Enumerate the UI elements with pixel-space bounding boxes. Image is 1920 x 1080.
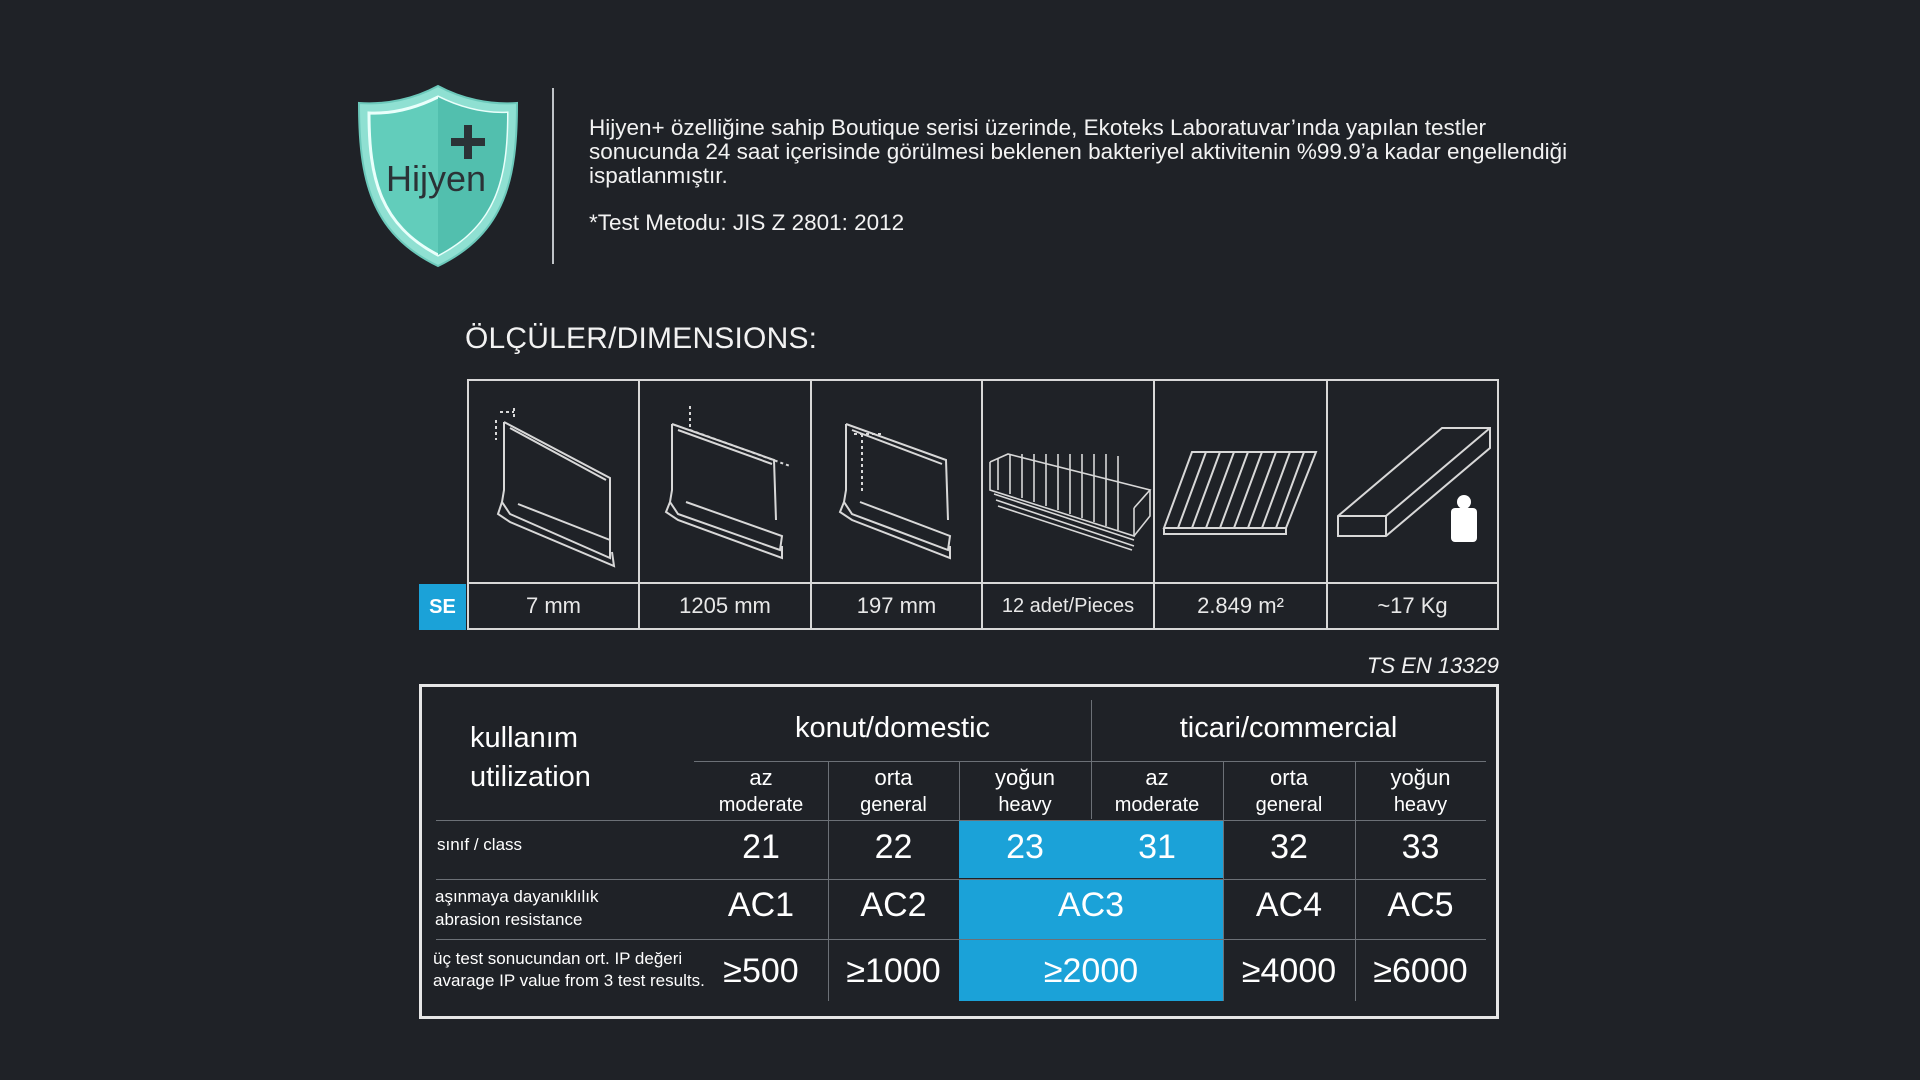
width-value: 197 mm	[856, 593, 937, 618]
level-tr: az	[749, 765, 773, 790]
row-rule	[436, 939, 1486, 940]
class-value: 23	[1006, 828, 1044, 866]
header-rule	[694, 761, 1486, 762]
level-en: moderate	[718, 794, 804, 816]
panel-length-icon	[652, 390, 802, 580]
hygiene-badge-text: Hijyen	[385, 158, 487, 199]
level-tr: orta	[1270, 765, 1308, 790]
pieces-value: 12 adet/Pieces	[1001, 595, 1135, 617]
area-coverage-icon	[1158, 390, 1322, 580]
utilization-label-en: utilization	[470, 761, 591, 793]
header-divider	[552, 88, 554, 264]
ip-label-en: avarage IP value from 3 test results.	[433, 971, 705, 990]
abrasion-value: AC4	[1255, 886, 1323, 924]
weight-icon	[1330, 390, 1496, 580]
class-label: sınıf / class	[437, 835, 523, 854]
level-tr: yoğun	[995, 765, 1055, 790]
class-value: 22	[874, 828, 913, 866]
dimensions-title: ÖLÇÜLER/DIMENSIONS:	[465, 322, 818, 355]
class-value: 21	[742, 828, 780, 866]
ip-value: ≥6000	[1373, 952, 1468, 990]
abrasion-label-tr: aşınmaya dayanıklılık	[435, 887, 599, 906]
ip-value: ≥500	[723, 952, 799, 990]
abrasion-value: AC3	[1057, 886, 1125, 924]
level-tr: orta	[874, 765, 913, 790]
abrasion-label-en: abrasion resistance	[435, 910, 583, 929]
level-tr: yoğun	[1390, 765, 1451, 790]
ip-value: ≥2000	[1043, 952, 1139, 990]
level-en: heavy	[998, 794, 1052, 816]
ip-label-tr: üç test sonucundan ort. IP değeri	[433, 949, 683, 968]
abrasion-value: AC2	[860, 886, 927, 924]
test-method: *Test Metodu: JIS Z 2801: 2012	[589, 210, 905, 235]
level-en: general	[860, 794, 927, 816]
level-tr: az	[1145, 765, 1169, 790]
level-en: moderate	[1114, 794, 1200, 816]
hygiene-shield-icon	[356, 83, 520, 269]
abrasion-value: AC1	[727, 886, 795, 924]
length-value: 1205 mm	[679, 593, 771, 618]
hygiene-description: Hijyen+ özelliğine sahip Boutique serisi üzerinde, Ekoteks Laboratuvar’ında yapılan testler sonucunda 24 saat içerisinde görülmesi beklenen bakteriyel aktivitenin %99.9’a kadar engellendiği ispatlanmıştır.	[589, 115, 1568, 188]
domestic-header: konut/domestic	[794, 712, 991, 744]
class-value: 32	[1270, 828, 1308, 866]
row-rule	[436, 879, 1486, 880]
pieces-per-pack-icon	[984, 390, 1152, 580]
panel-width-icon	[824, 390, 974, 580]
level-en: heavy	[1393, 794, 1448, 816]
abrasion-value: AC5	[1387, 886, 1454, 924]
ip-value: ≥1000	[846, 952, 941, 990]
thickness-value: 7 mm	[526, 593, 581, 618]
class-value: 33	[1401, 828, 1440, 866]
commercial-header: ticari/commercial	[1179, 712, 1398, 744]
ip-value: ≥4000	[1241, 952, 1337, 990]
area-value: 2.849 m²	[1197, 593, 1284, 618]
standard-label: TS EN 13329	[1366, 653, 1499, 678]
utilization-label-tr: kullanım	[470, 722, 578, 754]
weight-value: ~17 Kg	[1377, 593, 1448, 618]
panel-thickness-icon	[480, 390, 630, 580]
series-badge: SE	[419, 584, 466, 630]
level-en: general	[1255, 794, 1323, 816]
row-rule	[436, 820, 1486, 821]
class-value: 31	[1138, 828, 1176, 866]
